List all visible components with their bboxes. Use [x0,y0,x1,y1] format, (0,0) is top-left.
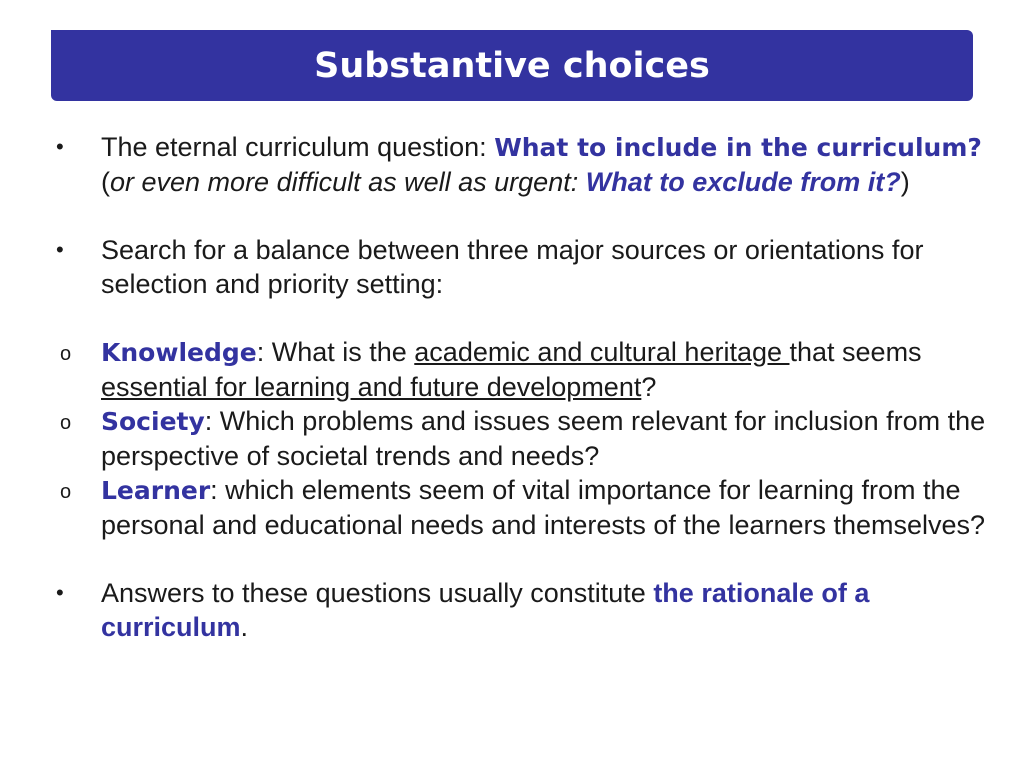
sub-bullet-marker: o [60,481,72,503]
bullet-marker: • [56,580,64,605]
title-bar [51,30,973,101]
spacer [56,199,986,233]
b1-question-exclude: What to exclude from it? [585,167,901,197]
slide-title: Substantive choices [314,45,710,86]
s1-text-2: that seems [789,337,922,367]
b1-text-3: ) [900,167,910,197]
s1-text-1: : What is the [256,337,415,367]
society-label: Society [101,407,205,436]
spacer [56,542,986,576]
b3-text-2: . [240,612,249,642]
bullet-marker: • [56,134,64,159]
sub-bullet-marker: o [60,412,72,434]
b1-text-1: The eternal curriculum question: [101,132,495,162]
bullet-balance-search [56,233,986,301]
b1-italic-text: or even more difficult as well as urgent: [110,167,586,197]
sub-bullet-learner [56,473,986,542]
bullet-marker: • [56,237,64,262]
bullet-curriculum-question [56,130,986,199]
slide-content [56,130,986,644]
learner-label: Learner [101,476,211,505]
s1-underline-essential: essential for learning and future development [101,372,642,402]
bullet-rationale [56,576,986,644]
b3-rationale-emphasis: the rationale of a curriculum [101,578,870,642]
s3-text: : which elements seem of vital importance for learning from the personal and educational needs and interests of the learners themselves? [101,475,986,540]
s1-text-3: ? [641,372,657,402]
sub-bullet-marker: o [60,343,72,365]
b2-text: Search for a balance between three major sources or orientations for selection and priority setting: [101,235,924,299]
sub-bullet-knowledge [56,335,986,404]
b3-text-1: Answers to these questions usually constitute [101,578,654,608]
s2-text: : Which problems and issues seem relevant for inclusion from the perspective of societal trends and needs? [101,406,986,471]
b1-text-2: ( [101,167,110,197]
spacer [56,301,986,335]
sub-bullet-society [56,404,986,473]
b1-question-include: What to include in the curriculum? [494,133,982,162]
knowledge-label: Knowledge [101,338,257,367]
s1-underline-heritage: academic and cultural heritage [414,337,790,367]
